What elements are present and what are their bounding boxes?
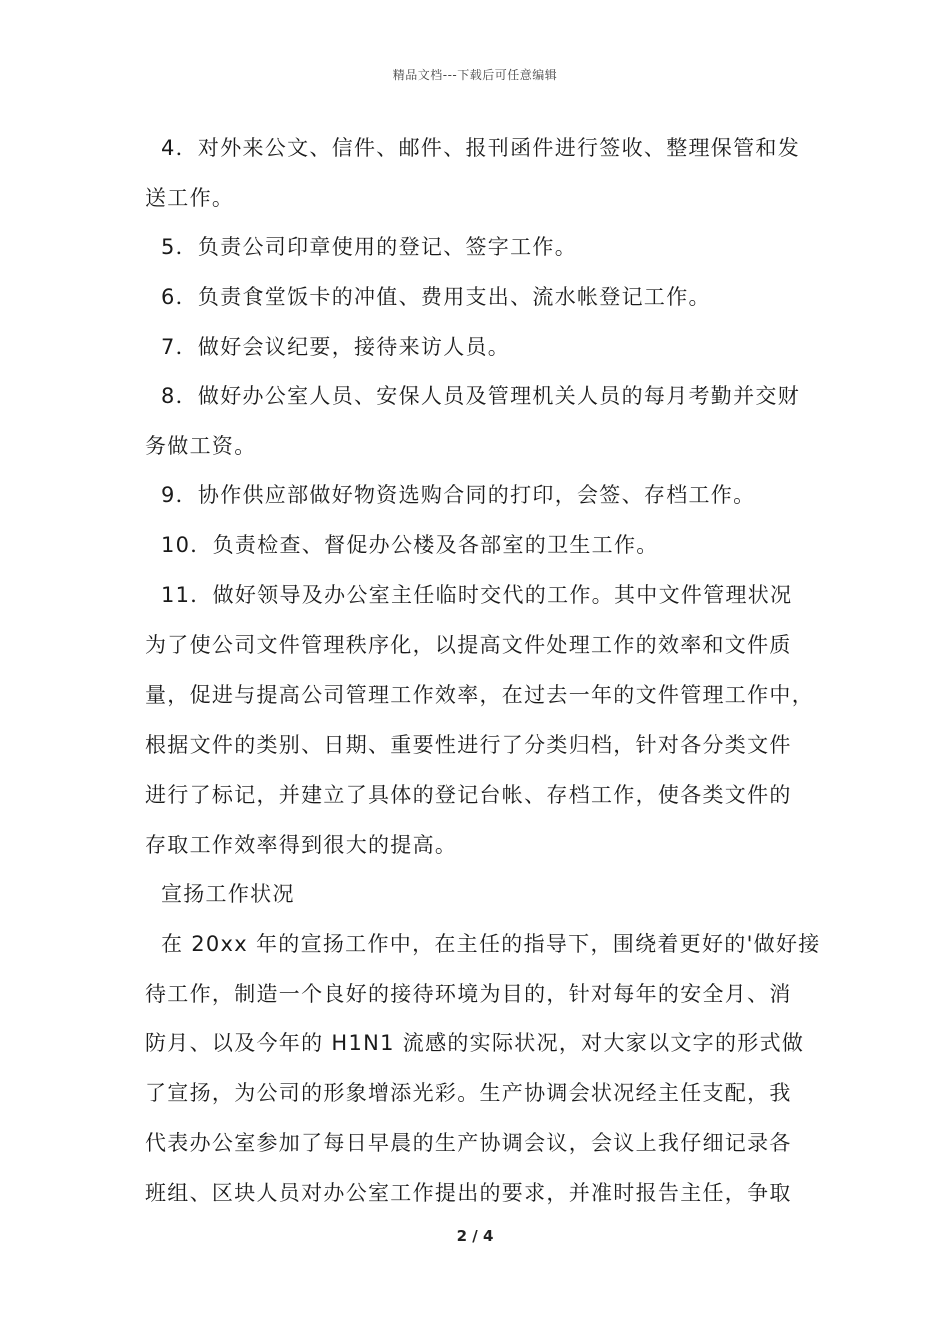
text-line: 4．对外来公文、信件、邮件、报刊函件进行签收、整理保管和发 (145, 136, 801, 160)
page-number: 2 / 4 (456, 1227, 494, 1245)
text-line: 根据文件的类别、日期、重要性进行了分类归档，针对各分类文件 (145, 733, 792, 757)
text-line: 待工作，制造一个良好的接待环境为目的，针对每年的安全月、消 (145, 982, 792, 1006)
text-line: 防月、以及今年的 H1N1 流感的实际状况，对大家以文字的形式做 (145, 1031, 805, 1055)
text-line: 代表办公室参加了每日早晨的生产协调会议，会议上我仔细记录各 (145, 1131, 792, 1155)
text-line: 7．做好会议纪要，接待来访人员。 (145, 335, 511, 359)
section-heading: 宣扬工作状况 (145, 882, 295, 906)
text-line: 10．负责检查、督促办公楼及各部室的卫生工作。 (145, 533, 659, 557)
text-line: 送工作。 (145, 186, 235, 210)
text-line: 在 20xx 年的宣扬工作中，在主任的指导下，围绕着更好的'做好接 (145, 932, 821, 956)
text-line: 11．做好领导及办公室主任临时交代的工作。其中文件管理状况 (145, 583, 793, 607)
text-line: 进行了标记，并建立了具体的登记台帐、存档工作，使各类文件的 (145, 783, 792, 807)
text-line: 量，促进与提高公司管理工作效率，在过去一年的文件管理工作中， (145, 683, 814, 707)
text-line: 班组、区块人员对办公室工作提出的要求，并准时报告主任，争取 (145, 1181, 792, 1205)
text-line: 5．负责公司印章使用的登记、签字工作。 (145, 235, 578, 259)
text-line: 9．协作供应部做好物资选购合同的打印，会签、存档工作。 (145, 483, 756, 507)
text-line: 6．负责食堂饭卡的冲值、费用支出、流水帐登记工作。 (145, 285, 711, 309)
text-line: 为了使公司文件管理秩序化，以提高文件处理工作的效率和文件质 (145, 633, 792, 657)
text-line: 存取工作效率得到很大的提高。 (145, 833, 458, 857)
text-line: 8．做好办公室人员、安保人员及管理机关人员的每月考勤并交财 (145, 384, 801, 408)
page-header: 精品文档---下载后可任意编辑 (392, 68, 558, 82)
text-line: 务做工资。 (145, 434, 257, 458)
text-line: 了宣扬，为公司的形象增添光彩。生产协调会状况经主任支配，我 (145, 1081, 792, 1105)
